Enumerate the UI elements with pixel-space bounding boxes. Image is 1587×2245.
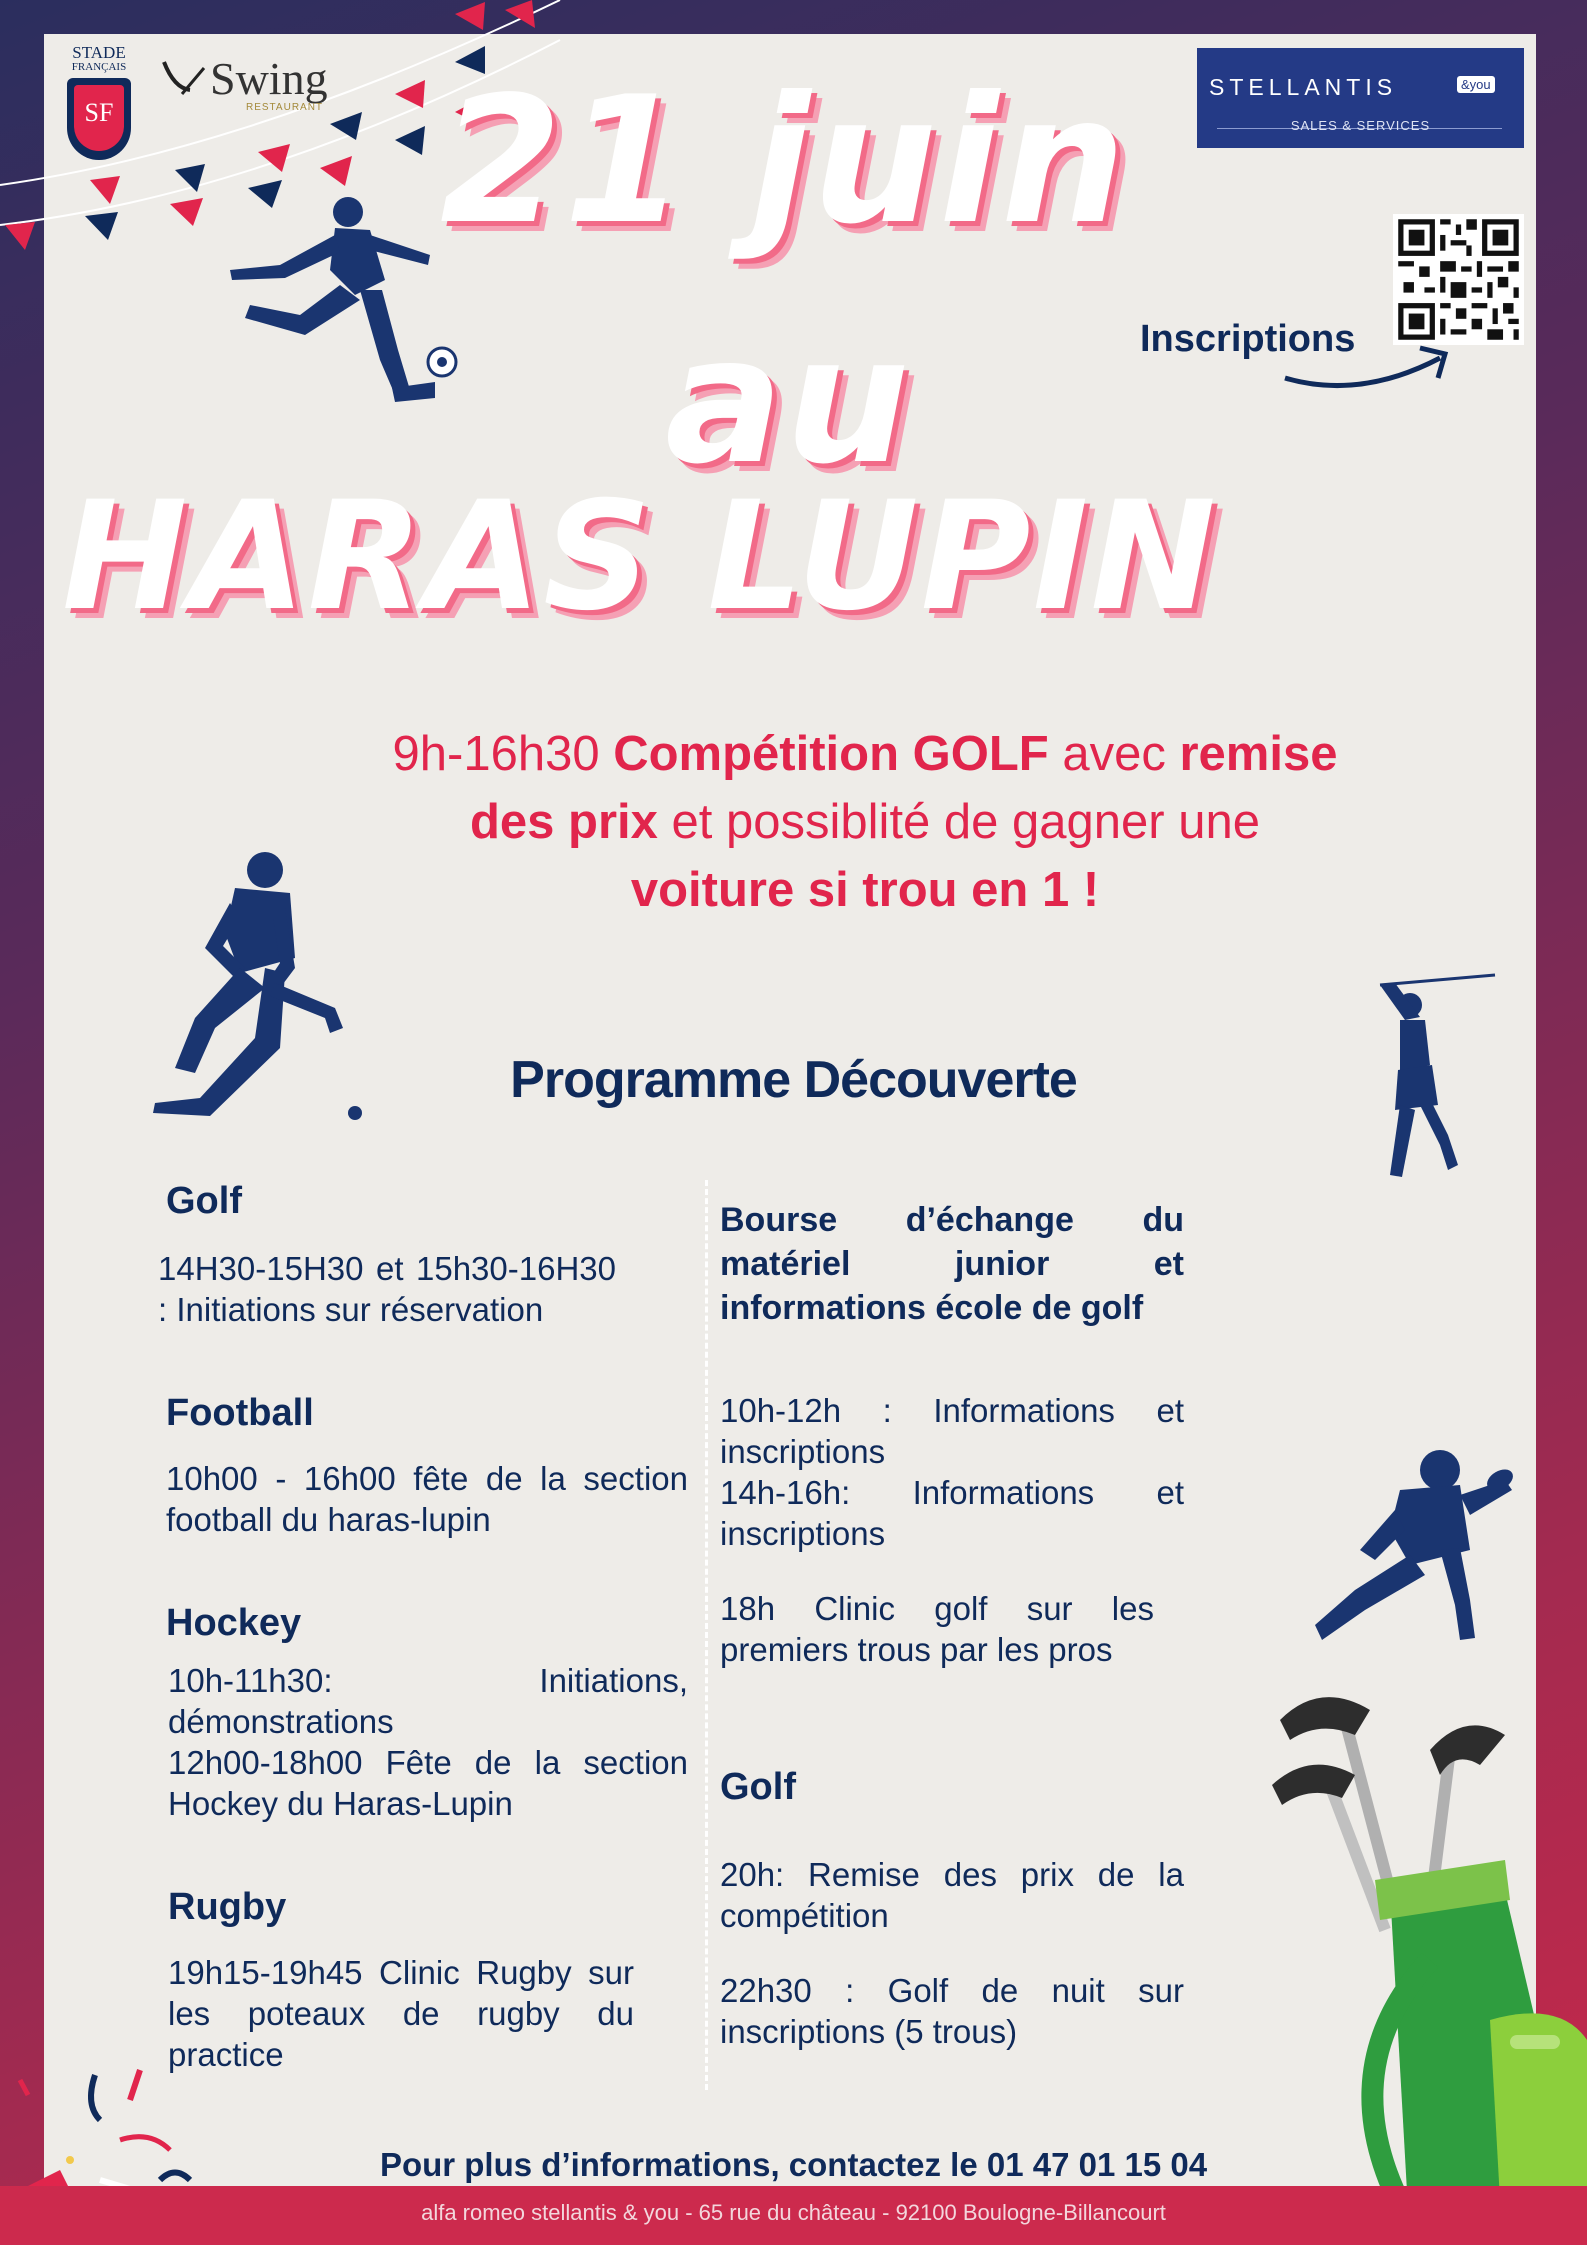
stellantis-sub: SALES & SERVICES <box>1290 118 1431 133</box>
stellantis-logo <box>1197 48 1524 148</box>
stade-shield-icon <box>67 78 131 160</box>
banner-avec: avec <box>1062 727 1166 781</box>
banner-time: 9h-16h30 <box>392 727 600 781</box>
right-golf-title: Golf <box>720 1766 796 1808</box>
left-football-title: Football <box>166 1392 314 1434</box>
banner-remise: remise <box>1179 727 1338 781</box>
golf-competition-banner <box>250 720 1480 924</box>
golf-club-icon <box>160 54 208 100</box>
banner-event: Compétition GOLF <box>613 727 1049 781</box>
stade-monogram: SF <box>84 98 114 127</box>
programme-title: Programme Découverte <box>510 1051 1077 1109</box>
right-bourse-line-2: 14h-16h: Informations et inscriptions <box>720 1474 1184 1552</box>
stellantis-name: STELLANTIS <box>1209 74 1398 100</box>
column-divider <box>705 1180 708 2090</box>
swing-name: Swing <box>210 53 328 104</box>
contact-line[interactable]: Pour plus d’informations, contactez le 01 47 01 15 04 <box>379 2146 1208 2183</box>
left-golf-title: Golf <box>166 1180 242 1222</box>
rugby-player-silhouette <box>1300 1440 1520 1650</box>
left-golf-text: 14H30-15H30 et 15h30-16H30 : Initiations sur réservation <box>158 1250 616 1328</box>
left-football-text: 10h00 - 16h00 fête de la section football du haras-lupin <box>166 1460 688 1538</box>
banner-des-prix: des prix <box>470 795 658 849</box>
stade-logo-sub: FRANÇAIS <box>71 61 127 73</box>
right-bourse-title: Bourse d’échange du matériel junior et informations école de golf <box>720 1201 1184 1327</box>
title-date: 21 juin <box>440 60 1128 263</box>
title-haras-lupin: HARAS LUPIN <box>62 470 1218 644</box>
swing-sub: RESTAURANT <box>246 102 324 113</box>
curved-arrow-icon <box>1280 340 1470 400</box>
soccer-player-silhouette <box>220 190 470 420</box>
right-golf-line-2: 22h30 : Golf de nuit sur inscriptions (5 trous) <box>720 1972 1184 2050</box>
title-au: au <box>665 300 912 503</box>
left-rugby-title: Rugby <box>168 1886 287 1928</box>
banner-voiture: voiture si trou en 1 ! <box>630 863 1100 917</box>
right-golf-line-1: 20h: Remise des prix de la compétition <box>720 1856 1184 1934</box>
left-hockey-text2: 12h00-18h00 Fête de la section Hockey du Haras-Lupin <box>168 1744 688 1822</box>
left-hockey-title: Hockey <box>166 1602 302 1644</box>
right-clinic-text: 18h Clinic golf sur les premiers trous par les pros <box>720 1590 1154 1668</box>
banner-middle: et possiblité de gagner une <box>671 795 1260 849</box>
left-hockey-text: 10h-11h30: Initiations, démonstrations <box>168 1662 688 1740</box>
inscriptions-label[interactable]: Inscriptions <box>1140 318 1356 360</box>
stellantis-badge: &you <box>1457 76 1495 93</box>
right-bourse-line-1: 10h-12h : Informations et inscriptions <box>720 1392 1184 1470</box>
qr-code[interactable] <box>1393 214 1524 345</box>
stade-logo-top: STADE <box>72 43 126 62</box>
footer-address: alfa romeo stellantis & you - 65 rue du château - 92100 Boulogne-Billancourt <box>421 2200 1166 2225</box>
left-rugby-text: 19h15-19h45 Clinic Rugby sur les poteaux de rugby du practice <box>168 1954 634 2073</box>
stade-francais-logo <box>60 44 138 160</box>
